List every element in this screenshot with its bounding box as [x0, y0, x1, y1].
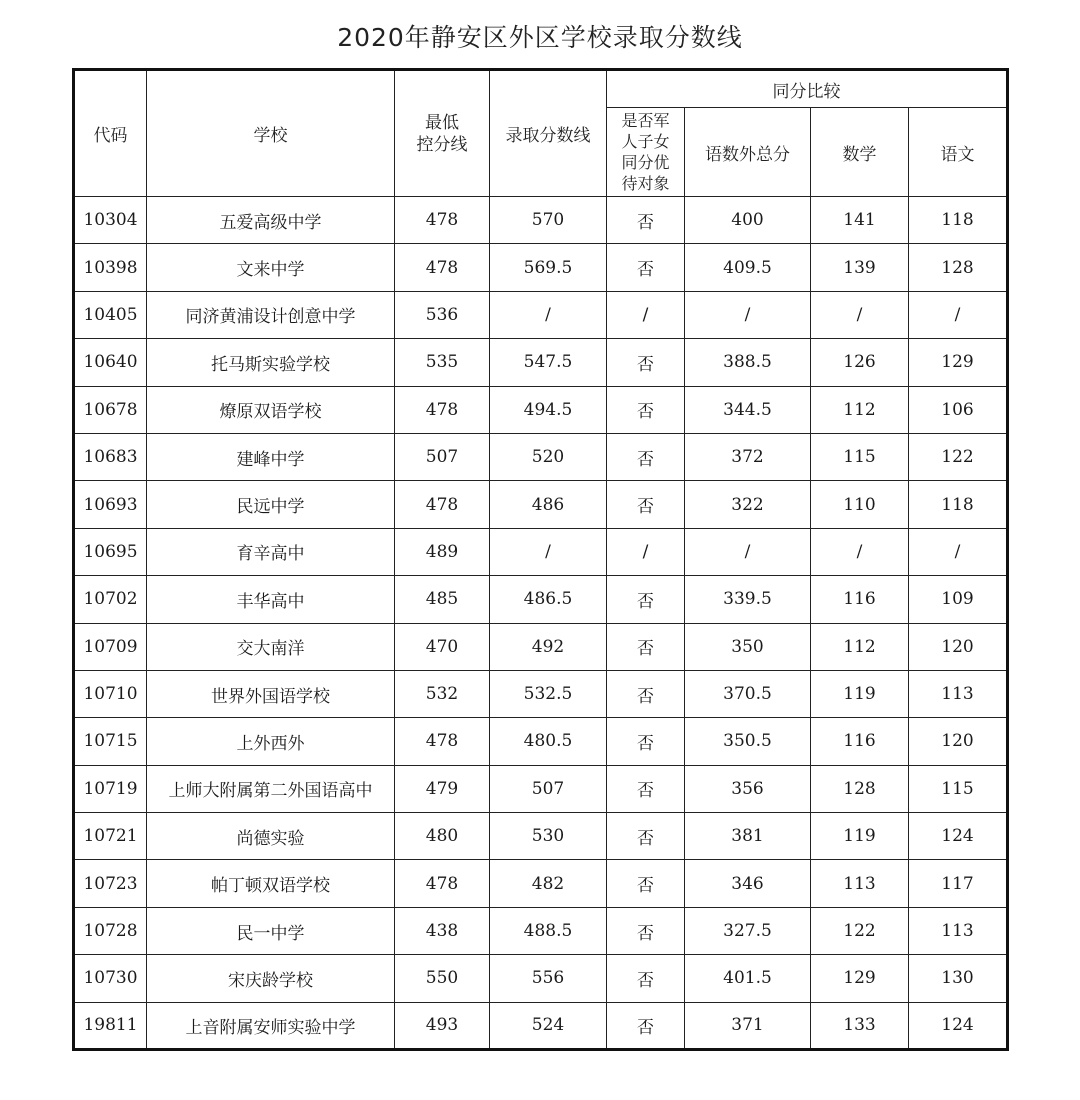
page-title: 2020年静安区外区学校录取分数线	[337, 23, 743, 52]
chinese-score-cell: 128	[909, 244, 1008, 291]
school-cell: 宋庆龄学校	[147, 955, 395, 1002]
math-score-cell: 112	[811, 623, 909, 670]
code-cell: 10721	[74, 813, 147, 860]
school-cell: 民一中学	[147, 907, 395, 954]
chinese-score-cell: 124	[909, 813, 1008, 860]
admission-score-cell: 570	[490, 197, 607, 244]
min-control-line-cell: 478	[395, 718, 490, 765]
admission-score-table	[72, 68, 1009, 1051]
header-total-score: 语数外总分	[685, 108, 811, 197]
admission-score-cell: 569.5	[490, 244, 607, 291]
header-military-line-3: 同分优	[621, 153, 670, 172]
school-cell: 五爱高级中学	[147, 197, 395, 244]
school-cell: 交大南洋	[147, 623, 395, 670]
military-priority-cell: 否	[607, 244, 685, 291]
school-cell: 尚德实验	[147, 813, 395, 860]
min-control-line-cell: 478	[395, 244, 490, 291]
military-priority-cell: 否	[607, 860, 685, 907]
chinese-score-cell: 129	[909, 339, 1008, 386]
min-control-line-cell: 478	[395, 481, 490, 528]
code-cell: 10730	[74, 955, 147, 1002]
header-same-score-comparison: 同分比较	[607, 70, 1008, 108]
school-cell: 文来中学	[147, 244, 395, 291]
school-cell: 世界外国语学校	[147, 670, 395, 717]
math-score-cell: 128	[811, 765, 909, 812]
math-score-cell: /	[811, 291, 909, 338]
table-row	[74, 718, 1008, 765]
military-priority-cell: 否	[607, 481, 685, 528]
military-priority-cell: /	[607, 528, 685, 575]
header-school: 学校	[147, 70, 395, 197]
header-military-line-2: 人子女	[621, 132, 670, 151]
chinese-score-cell: 118	[909, 481, 1008, 528]
chinese-score-cell: 106	[909, 386, 1008, 433]
math-score-cell: 119	[811, 670, 909, 717]
admission-score-cell: 494.5	[490, 386, 607, 433]
header-admission-score: 录取分数线	[490, 70, 607, 197]
total-score-cell: 356	[685, 765, 811, 812]
table-row	[74, 481, 1008, 528]
total-score-cell: /	[685, 528, 811, 575]
table-row	[74, 860, 1008, 907]
table-row	[74, 291, 1008, 338]
total-score-cell: 381	[685, 813, 811, 860]
total-score-cell: 409.5	[685, 244, 811, 291]
total-score-cell: 339.5	[685, 576, 811, 623]
military-priority-cell: /	[607, 291, 685, 338]
code-cell: 10405	[74, 291, 147, 338]
header-military-line-4: 待对象	[621, 174, 670, 193]
military-priority-cell: 否	[607, 907, 685, 954]
code-cell: 10723	[74, 860, 147, 907]
table-row	[74, 197, 1008, 244]
math-score-cell: 129	[811, 955, 909, 1002]
military-priority-cell: 否	[607, 386, 685, 433]
math-score-cell: 133	[811, 1002, 909, 1049]
military-priority-cell: 否	[607, 955, 685, 1002]
military-priority-cell: 否	[607, 813, 685, 860]
school-cell: 托马斯实验学校	[147, 339, 395, 386]
school-cell: 民远中学	[147, 481, 395, 528]
min-control-line-cell: 478	[395, 197, 490, 244]
header-code: 代码	[74, 70, 147, 197]
school-cell: 上师大附属第二外国语高中	[147, 765, 395, 812]
admission-score-cell: 547.5	[490, 339, 607, 386]
code-cell: 10695	[74, 528, 147, 575]
table-row	[74, 528, 1008, 575]
min-control-line-cell: 478	[395, 860, 490, 907]
chinese-score-cell: 130	[909, 955, 1008, 1002]
total-score-cell: 322	[685, 481, 811, 528]
school-cell: 育辛高中	[147, 528, 395, 575]
total-score-cell: 372	[685, 433, 811, 480]
math-score-cell: 126	[811, 339, 909, 386]
admission-score-cell: 532.5	[490, 670, 607, 717]
school-cell: 同济黄浦设计创意中学	[147, 291, 395, 338]
military-priority-cell: 否	[607, 433, 685, 480]
table-row	[74, 813, 1008, 860]
chinese-score-cell: 117	[909, 860, 1008, 907]
total-score-cell: 344.5	[685, 386, 811, 433]
admission-score-cell: /	[490, 528, 607, 575]
table-row	[74, 386, 1008, 433]
min-control-line-cell: 489	[395, 528, 490, 575]
chinese-score-cell: 113	[909, 907, 1008, 954]
school-cell: 燎原双语学校	[147, 386, 395, 433]
chinese-score-cell: 115	[909, 765, 1008, 812]
school-cell: 丰华高中	[147, 576, 395, 623]
table-row	[74, 670, 1008, 717]
admission-score-cell: 480.5	[490, 718, 607, 765]
header-min-line-1: 最低	[425, 112, 459, 133]
total-score-cell: /	[685, 291, 811, 338]
min-control-line-cell: 478	[395, 386, 490, 433]
military-priority-cell: 否	[607, 1002, 685, 1049]
min-control-line-cell: 507	[395, 433, 490, 480]
math-score-cell: 112	[811, 386, 909, 433]
table-row	[74, 1002, 1008, 1049]
admission-score-cell: 492	[490, 623, 607, 670]
code-cell: 10304	[74, 197, 147, 244]
admission-score-cell: 486	[490, 481, 607, 528]
min-control-line-cell: 493	[395, 1002, 490, 1049]
military-priority-cell: 否	[607, 765, 685, 812]
header-min-control-line	[395, 70, 490, 197]
math-score-cell: 110	[811, 481, 909, 528]
min-control-line-cell: 485	[395, 576, 490, 623]
military-priority-cell: 否	[607, 670, 685, 717]
admission-score-cell: 520	[490, 433, 607, 480]
code-cell: 10715	[74, 718, 147, 765]
total-score-cell: 371	[685, 1002, 811, 1049]
military-priority-cell: 否	[607, 576, 685, 623]
code-cell: 10710	[74, 670, 147, 717]
total-score-cell: 350.5	[685, 718, 811, 765]
code-cell: 10702	[74, 576, 147, 623]
admission-score-cell: 507	[490, 765, 607, 812]
chinese-score-cell: 122	[909, 433, 1008, 480]
table-row	[74, 907, 1008, 954]
table-row	[74, 244, 1008, 291]
chinese-score-cell: 120	[909, 718, 1008, 765]
chinese-score-cell: 118	[909, 197, 1008, 244]
admission-score-cell: 530	[490, 813, 607, 860]
code-cell: 10683	[74, 433, 147, 480]
total-score-cell: 388.5	[685, 339, 811, 386]
chinese-score-cell: 113	[909, 670, 1008, 717]
total-score-cell: 350	[685, 623, 811, 670]
total-score-cell: 346	[685, 860, 811, 907]
chinese-score-cell: /	[909, 291, 1008, 338]
code-cell: 10398	[74, 244, 147, 291]
table-row	[74, 765, 1008, 812]
min-control-line-cell: 536	[395, 291, 490, 338]
table-row	[74, 339, 1008, 386]
math-score-cell: 122	[811, 907, 909, 954]
header-military-priority	[607, 108, 685, 197]
total-score-cell: 327.5	[685, 907, 811, 954]
math-score-cell: /	[811, 528, 909, 575]
total-score-cell: 370.5	[685, 670, 811, 717]
math-score-cell: 139	[811, 244, 909, 291]
admission-score-cell: /	[490, 291, 607, 338]
math-score-cell: 116	[811, 718, 909, 765]
min-control-line-cell: 535	[395, 339, 490, 386]
school-cell: 上外西外	[147, 718, 395, 765]
code-cell: 10728	[74, 907, 147, 954]
code-cell: 10719	[74, 765, 147, 812]
admission-score-cell: 482	[490, 860, 607, 907]
code-cell: 19811	[74, 1002, 147, 1049]
code-cell: 10678	[74, 386, 147, 433]
table-row	[74, 955, 1008, 1002]
military-priority-cell: 否	[607, 718, 685, 765]
header-chinese: 语文	[909, 108, 1008, 197]
min-control-line-cell: 480	[395, 813, 490, 860]
min-control-line-cell: 532	[395, 670, 490, 717]
total-score-cell: 400	[685, 197, 811, 244]
code-cell: 10640	[74, 339, 147, 386]
military-priority-cell: 否	[607, 623, 685, 670]
math-score-cell: 141	[811, 197, 909, 244]
math-score-cell: 119	[811, 813, 909, 860]
military-priority-cell: 否	[607, 197, 685, 244]
table-row	[74, 433, 1008, 480]
table-body	[74, 197, 1008, 1050]
admission-score-cell: 524	[490, 1002, 607, 1049]
admission-score-cell: 486.5	[490, 576, 607, 623]
math-score-cell: 113	[811, 860, 909, 907]
chinese-score-cell: 124	[909, 1002, 1008, 1049]
table-row	[74, 576, 1008, 623]
min-control-line-cell: 550	[395, 955, 490, 1002]
chinese-score-cell: /	[909, 528, 1008, 575]
min-control-line-cell: 438	[395, 907, 490, 954]
header-min-line-2: 控分线	[416, 134, 468, 155]
military-priority-cell: 否	[607, 339, 685, 386]
min-control-line-cell: 479	[395, 765, 490, 812]
math-score-cell: 116	[811, 576, 909, 623]
header-military-line-1: 是否军	[621, 111, 670, 130]
code-cell: 10709	[74, 623, 147, 670]
min-control-line-cell: 470	[395, 623, 490, 670]
school-cell: 帕丁顿双语学校	[147, 860, 395, 907]
admission-score-cell: 488.5	[490, 907, 607, 954]
code-cell: 10693	[74, 481, 147, 528]
table-row	[74, 623, 1008, 670]
chinese-score-cell: 120	[909, 623, 1008, 670]
school-cell: 建峰中学	[147, 433, 395, 480]
math-score-cell: 115	[811, 433, 909, 480]
admission-score-cell: 556	[490, 955, 607, 1002]
header-math: 数学	[811, 108, 909, 197]
chinese-score-cell: 109	[909, 576, 1008, 623]
total-score-cell: 401.5	[685, 955, 811, 1002]
school-cell: 上音附属安师实验中学	[147, 1002, 395, 1049]
